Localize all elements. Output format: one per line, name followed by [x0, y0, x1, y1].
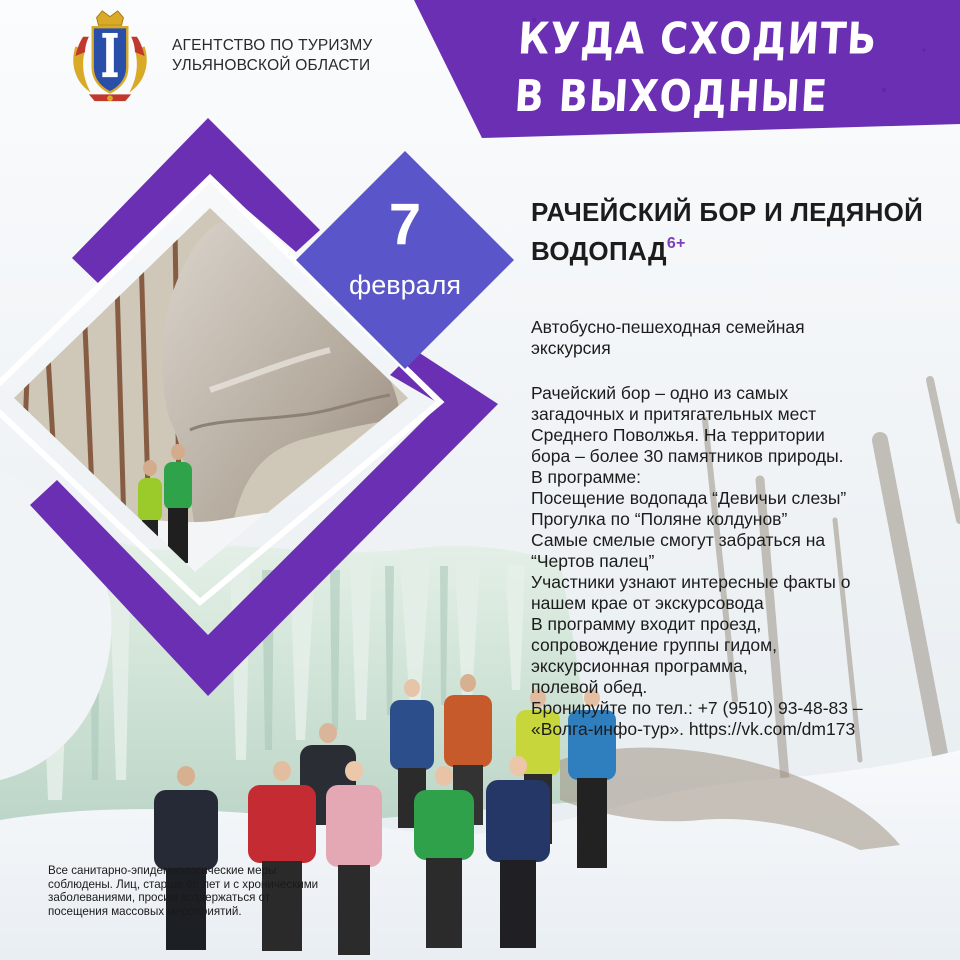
- event-body-line: Самые смелые смогут забраться на: [531, 530, 826, 550]
- event-body-line: Рачейский бор – одно из самых: [531, 383, 789, 403]
- event-body-line: экскурсионная программа,: [531, 656, 748, 676]
- event-body-line: Участники узнают интересные факты о: [531, 572, 851, 592]
- event-body: [531, 383, 951, 740]
- banner-line1: КУДА СХОДИТЬ: [516, 13, 879, 65]
- event-title-line2: [531, 228, 951, 267]
- event-description: [531, 196, 951, 740]
- health-notice-line3: заболеваниями, просим воздержаться от: [48, 891, 271, 904]
- event-body-line: полевой обед.: [531, 677, 648, 697]
- event-body-line: загадочных и притягательных мест: [531, 404, 817, 424]
- health-notice-line2: соблюдены. Лиц, старше 65 лет и с хроническими: [48, 877, 319, 891]
- event-type-line1: Автобусно-пешеходная семейная: [531, 317, 805, 337]
- event-type: [531, 317, 951, 359]
- event-month: февраля: [349, 270, 461, 300]
- agency-header: [62, 8, 372, 104]
- event-body-line: Среднего Поволжья. На территории: [531, 425, 825, 445]
- event-body-line: Бронируйте по тел.: +7 (9510) 93-48-83 –: [531, 698, 863, 718]
- event-body-line: сопровождение группы гидом,: [531, 635, 777, 655]
- health-notice-line4: посещения массовых мероприятий.: [48, 904, 242, 918]
- agency-name-line1: АГЕНТСТВО ПО ТУРИЗМУ: [172, 37, 373, 54]
- event-title-line1: РАЧЕЙСКИЙ БОР И ЛЕДЯНОЙ: [531, 197, 924, 227]
- event-type-line2: экскурсия: [531, 338, 611, 358]
- health-notice-line1: Все санитарно-эпидемиологические меры: [48, 864, 277, 877]
- event-date: [296, 151, 514, 369]
- weekend-banner: [414, 0, 960, 138]
- banner-title: [513, 10, 879, 125]
- banner-line2: В ВЫХОДНЫЕ: [513, 70, 830, 122]
- health-notice: [48, 864, 408, 918]
- event-body-line: «Волга-инфо-тур». https://vk.com/dm173: [531, 719, 856, 739]
- event-title: [531, 196, 951, 267]
- event-day: 7: [388, 192, 422, 257]
- event-body-line: бора – более 30 памятников природы.: [531, 446, 844, 466]
- agency-name-line2: УЛЬЯНОВСКОЙ ОБЛАСТИ: [172, 57, 371, 74]
- event-body-line: “Чертов палец”: [531, 551, 655, 571]
- event-body-line: В программе:: [531, 467, 641, 487]
- event-title-line2-text: ВОДОПАД: [531, 236, 667, 266]
- event-body-line: Посещение водопада “Девичьи слезы”: [531, 488, 847, 508]
- event-body-line: нашем крае от экскурсовода: [531, 593, 764, 613]
- age-rating-badge: 6+: [666, 235, 686, 252]
- coat-of-arms-icon: [62, 8, 158, 104]
- event-body-line: В программу входит проезд,: [531, 614, 762, 634]
- agency-name: [172, 36, 372, 76]
- event-body-line: Прогулка по “Поляне колдунов”: [531, 509, 788, 529]
- date-diamond-shape: [296, 151, 514, 369]
